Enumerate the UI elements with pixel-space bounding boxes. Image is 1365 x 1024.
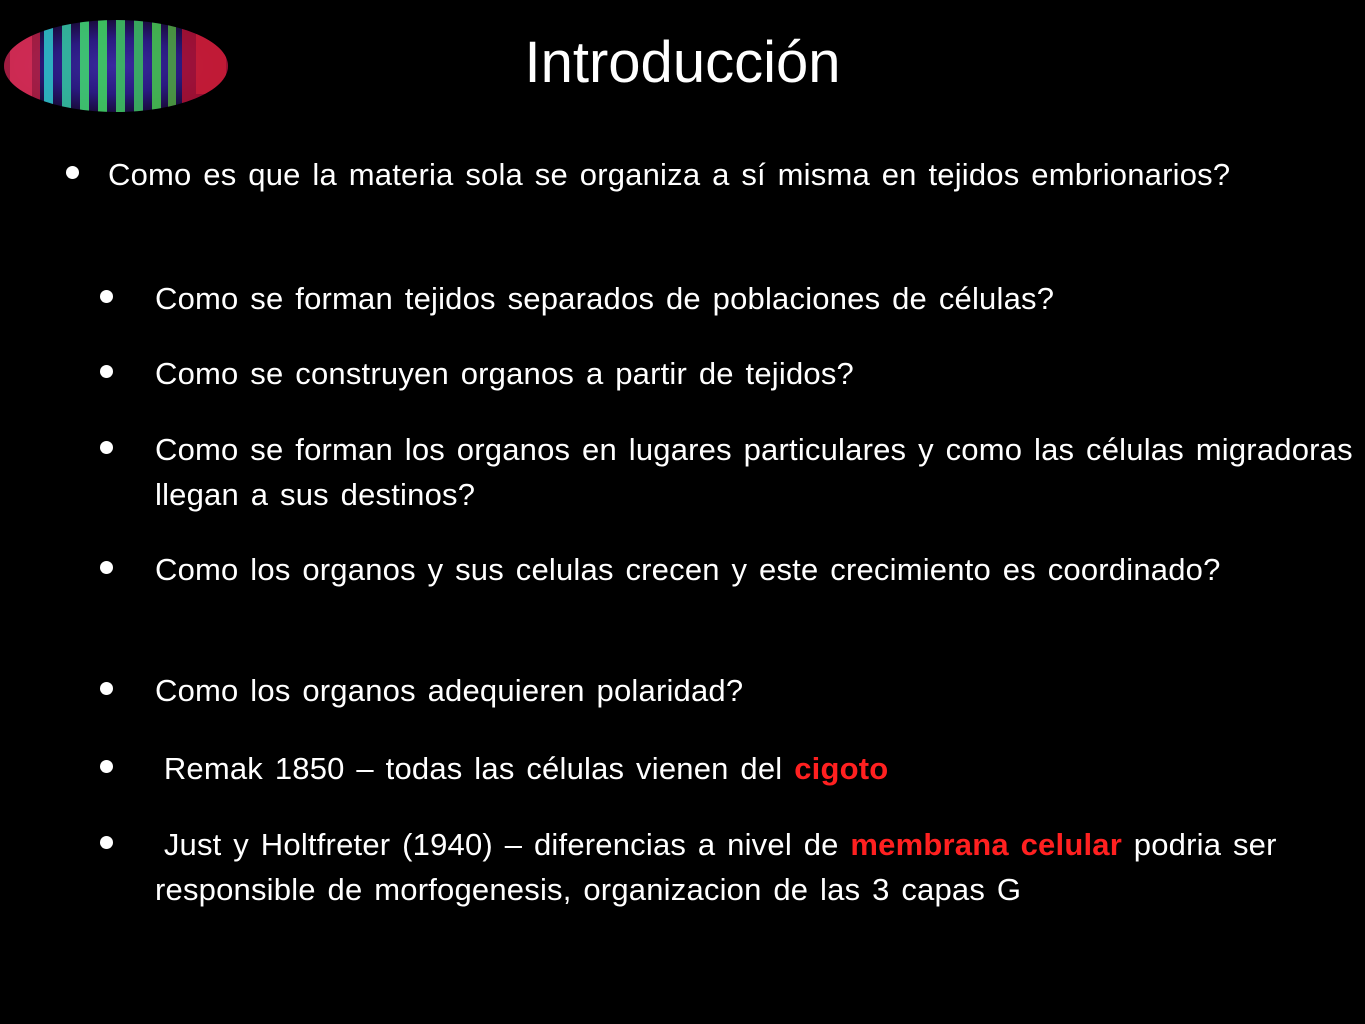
bullet-item: [155, 276, 1355, 321]
bullet-text: Remak 1850 – todas las células vienen del: [155, 751, 795, 786]
bullet-dot-icon: [100, 365, 113, 378]
bullet-item: [155, 427, 1355, 517]
highlight-membrana-celular: membrana celular: [850, 827, 1122, 862]
bullet-dot-icon: [100, 760, 113, 773]
bullet-text: Como se construyen organos a partir de tejidos?: [155, 356, 854, 391]
bullet-text: Como se forman tejidos separados de poblaciones de células?: [155, 281, 1055, 316]
bullet-dot-icon: [100, 682, 113, 695]
bullet-dot-icon: [100, 441, 113, 454]
bullet-item: [108, 152, 1268, 197]
page-title: Introducción: [524, 30, 841, 95]
bullet-text: Como los organos adequieren polaridad?: [155, 673, 744, 708]
bullet-text-continued: podria ser responsible de morfogenesis, organizacion de las 3 capas G: [155, 827, 1277, 907]
bullet-item: [155, 822, 1355, 912]
bullet-text: Just y Holtfreter (1940) – diferencias a nivel de: [155, 827, 851, 862]
bullet-dot-icon: [100, 290, 113, 303]
bullet-item: [155, 351, 1355, 396]
bullet-item: [155, 547, 1355, 592]
bullet-item: [155, 668, 1355, 713]
bullet-text: Como es que la materia sola se organiza a sí misma en tejidos embrionarios?: [108, 157, 1231, 192]
bullet-dot-icon: [100, 836, 113, 849]
bullet-dot-icon: [100, 561, 113, 574]
bullet-text: Como se forman los organos en lugares particulares y como las células migradoras llegan a sus destinos?: [155, 432, 1353, 512]
bullet-text: Como los organos y sus celulas crecen y este crecimiento es coordinado?: [155, 552, 1221, 587]
bullet-item: [155, 746, 1355, 791]
bullet-dot-icon: [66, 166, 79, 179]
highlight-cigoto: cigoto: [794, 751, 889, 786]
